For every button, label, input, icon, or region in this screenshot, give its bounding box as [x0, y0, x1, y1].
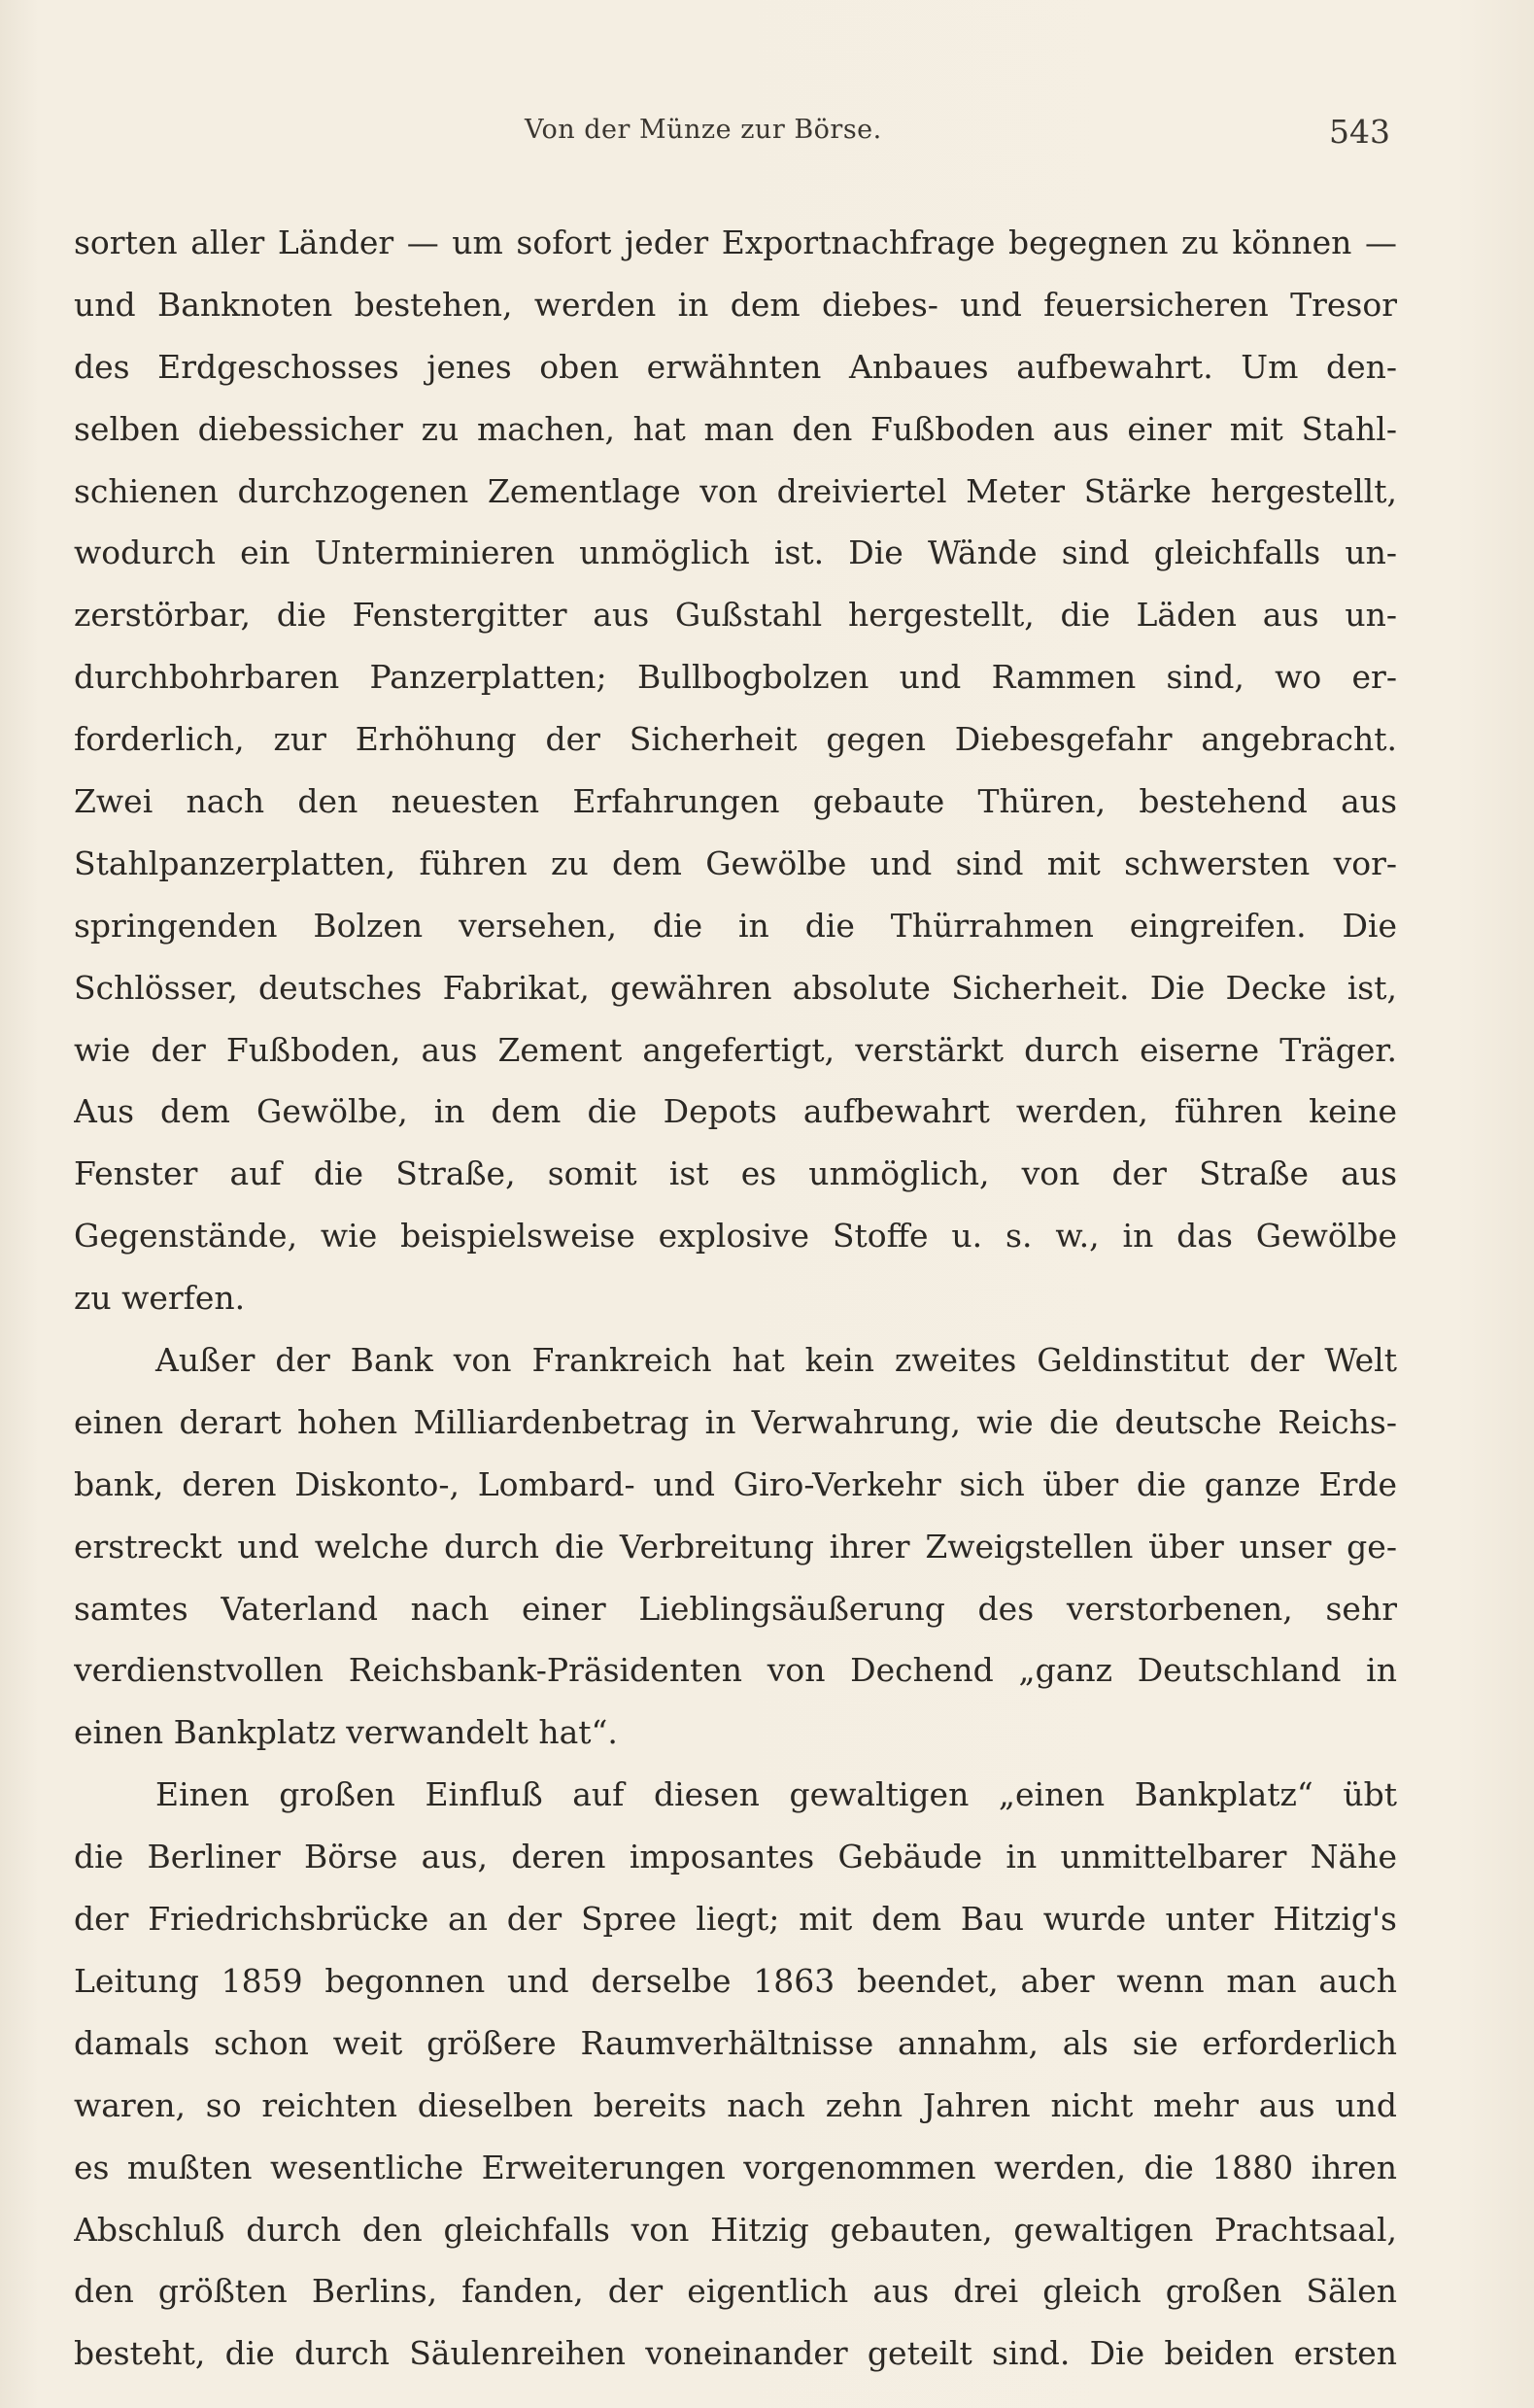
text-line: wodurch ein Unterminieren unmöglich ist. Die Wände sind gleichfalls un-	[74, 533, 1397, 572]
text-line: damals schon weit größere Raumverhältnisse annahm, als sie erforderlich	[74, 2023, 1397, 2062]
text-line: zu werfen.	[74, 1279, 246, 1318]
text-line: und Banknoten bestehen, werden in dem diebes- und feuersicheren Tresor	[74, 285, 1397, 324]
text-line: Gegenstände, wie beispielsweise explosive Stoffe u. s. w., in das Gewölbe	[74, 1217, 1397, 1256]
text-line: forderlich, zur Erhöhung der Sicherheit gegen Diebesgefahr angebracht.	[74, 720, 1397, 759]
text-line: Zwei nach den neuesten Erfahrungen gebaute Thüren, bestehend aus	[74, 782, 1397, 821]
text-line: des Erdgeschosses jenes oben erwähnten Anbaues aufbewahrt. Um den-	[74, 347, 1397, 386]
text-line: Schlösser, deutsches Fabrikat, gewähren absolute Sicherheit. Die Decke ist,	[74, 968, 1397, 1007]
text-line: es mußten wesentliche Erweiterungen vorgenommen werden, die 1880 ihren	[74, 2148, 1397, 2186]
running-head	[0, 115, 1534, 154]
text-line: zerstörbar, die Fenstergitter aus Gußstahl hergestellt, die Läden aus un-	[74, 596, 1397, 635]
text-line: besteht, die durch Säulenreihen voneinander geteilt sind. Die beiden ersten	[74, 2334, 1397, 2373]
text-line: verdienstvollen Reichsbank-Präsidenten von Dechend „ganz Deutschland in	[74, 1651, 1397, 1690]
text-line: bank, deren Diskonto-, Lombard- und Giro-Verkehr sich über die ganze Erde	[74, 1464, 1397, 1503]
text-line: Außer der Bank von Frankreich hat kein zweites Geldinstitut der Welt	[155, 1341, 1397, 1380]
running-title: Von der Münze zur Börse.	[525, 115, 882, 145]
text-line: wie der Fußboden, aus Zement angefertigt, verstärkt durch eiserne Träger.	[74, 1030, 1397, 1069]
text-line: Einen großen Einfluß auf diesen gewaltigen „einen Bankplatz“ übt	[155, 1775, 1397, 1814]
text-line: durchbohrbaren Panzerplatten; Bullbogbolzen und Rammen sind, wo er-	[74, 658, 1397, 697]
text-line: einen Bankplatz verwandelt hat“.	[74, 1713, 618, 1752]
text-line: selben diebessicher zu machen, hat man den Fußboden aus einer mit Stahl-	[74, 409, 1397, 448]
text-line: die Berliner Börse aus, deren imposantes Gebäude in unmittelbarer Nähe	[74, 1838, 1397, 1876]
page-number: 543	[1329, 113, 1390, 151]
text-line: Abschluß durch den gleichfalls von Hitzig gebauten, gewaltigen Prachtsaal,	[74, 2210, 1397, 2249]
text-line: der Friedrichsbrücke an der Spree liegt; mit dem Bau wurde unter Hitzig's	[74, 1900, 1397, 1939]
text-line: samtes Vaterland nach einer Lieblingsäußerung des verstorbenen, sehr	[74, 1589, 1397, 1628]
text-line: waren, so reichten dieselben bereits nach zehn Jahren nicht mehr aus und	[74, 2085, 1397, 2124]
text-line: Leitung 1859 begonnen und derselbe 1863 beendet, aber wenn man auch	[74, 1961, 1397, 2000]
text-line: erstreckt und welche durch die Verbreitung ihrer Zweigstellen über unser ge-	[74, 1527, 1397, 1565]
body-text	[74, 212, 1397, 2385]
text-line: einen derart hohen Milliardenbetrag in Verwahrung, wie die deutsche Reichs-	[74, 1402, 1397, 1441]
text-line: Stahlpanzerplatten, führen zu dem Gewölbe und sind mit schwersten vor-	[74, 843, 1397, 882]
text-line: Aus dem Gewölbe, in dem die Depots aufbewahrt werden, führen keine	[74, 1092, 1397, 1131]
text-line: Fenster auf die Straße, somit ist es unmöglich, von der Straße aus	[74, 1154, 1397, 1193]
text-line: den größten Berlins, fanden, der eigentlich aus drei gleich großen Sälen	[74, 2272, 1397, 2311]
text-line: springenden Bolzen versehen, die in die Thürrahmen eingreifen. Die	[74, 906, 1397, 945]
text-line: schienen durchzogenen Zementlage von dreiviertel Meter Stärke hergestellt,	[74, 471, 1397, 510]
text-line: sorten aller Länder — um sofort jeder Exportnachfrage begegnen zu können —	[74, 224, 1397, 261]
